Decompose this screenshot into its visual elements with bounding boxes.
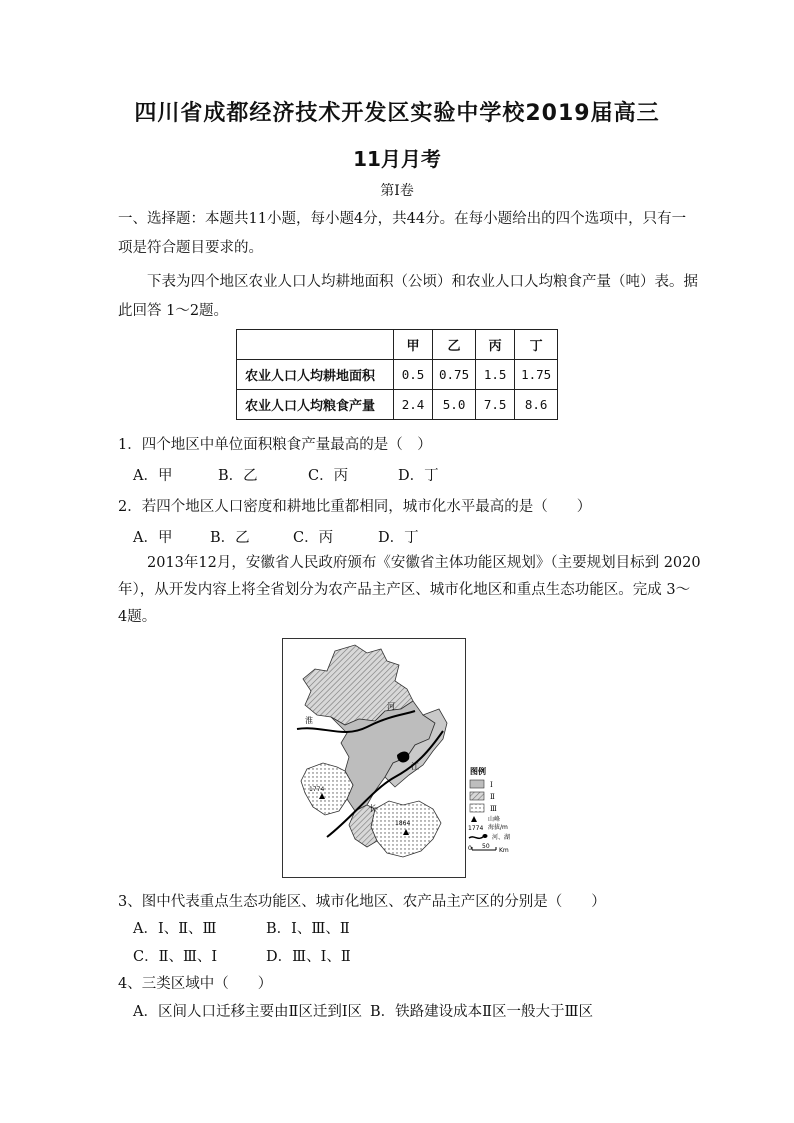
river-label-he: 河 — [387, 702, 395, 711]
legend-water-label: 河、湖 — [492, 834, 511, 841]
q3-option-a: A．Ⅰ、Ⅱ、Ⅲ — [133, 921, 217, 937]
intro2-line2: 年），从开发内容上将全省划分为农产品主产区、城市化地区和重点生态功能区。完成 3～ — [118, 582, 691, 598]
table-header: 丁 — [515, 330, 558, 360]
legend-lake-icon — [483, 834, 488, 838]
q2-option-b: B．乙 — [210, 530, 250, 546]
q3-option-c: C．Ⅱ、Ⅲ、Ⅰ — [133, 949, 218, 965]
scale-value: 50 — [482, 843, 490, 850]
river-label-huai: 淮 — [305, 716, 313, 725]
anhui-map — [283, 639, 465, 877]
table-cell: 5.0 — [433, 390, 476, 420]
legend-label-iii: Ⅲ — [490, 805, 497, 813]
intro2-line1: 2013年12月，安徽省人民政府颁布《安徽省主体功能区规划》（主要规划目标到 2020 — [147, 555, 701, 571]
scale-unit: Km — [499, 847, 509, 854]
legend-peak-num: 1774 — [468, 825, 484, 832]
river-label-jiang: 江 — [411, 762, 419, 771]
legend-swatch-iii — [470, 804, 484, 812]
q2-option-c: C．丙 — [293, 530, 334, 546]
river-label-chang: 长 — [369, 804, 377, 813]
table-row — [237, 390, 558, 420]
q1-option-b: B．乙 — [218, 468, 258, 484]
q4-option-b: B．铁路建设成本Ⅱ区一般大于Ⅲ区 — [370, 1004, 593, 1020]
q1-option-c: C．丙 — [308, 468, 349, 484]
table-corner-cell — [237, 330, 394, 360]
table-header: 乙 — [433, 330, 476, 360]
table-header: 丙 — [476, 330, 515, 360]
instructions-line2: 项是符合题目要求的。 — [118, 240, 263, 256]
legend-peak-label: 山峰 — [488, 816, 501, 823]
peak-label: 1774 — [309, 786, 325, 793]
table-cell: 1.75 — [515, 360, 558, 390]
legend-altitude-label: 海拔/m — [488, 824, 508, 831]
table-cell: 7.5 — [476, 390, 515, 420]
row-label: 农业人口人均耕地面积 — [237, 360, 394, 390]
anhui-map-figure — [282, 638, 466, 878]
legend-graphic — [466, 766, 536, 866]
map-legend — [466, 766, 536, 868]
q2-stem: 2．若四个地区人口密度和耕地比重都相同，城市化水平最高的是（ ） — [118, 499, 592, 515]
data-table — [236, 329, 558, 420]
table-header: 甲 — [394, 330, 433, 360]
section-label: 第Ⅰ卷 — [380, 183, 414, 199]
table-row — [237, 360, 558, 390]
table-cell: 8.6 — [515, 390, 558, 420]
legend-label-ii: Ⅱ — [490, 793, 495, 801]
scale-zero: 0 — [468, 845, 472, 852]
q3-option-d: D．Ⅲ、Ⅰ、Ⅱ — [266, 949, 351, 965]
q4-option-a: A．区间人口迁移主要由Ⅱ区迁到Ⅰ区 — [133, 1004, 363, 1020]
table-cell: 0.5 — [394, 360, 433, 390]
exam-title: 四川省成都经济技术开发区实验中学校2019届高三 — [134, 101, 660, 126]
row-label: 农业人口人均粮食产量 — [237, 390, 394, 420]
instructions-line1: 一、选择题：本题共11小题，每小题4分，共44分。在每小题给出的四个选项中，只有一 — [118, 211, 687, 227]
q1-stem: 1．四个地区中单位面积粮食产量最高的是（ ） — [118, 437, 432, 453]
table-cell: 1.5 — [476, 360, 515, 390]
legend-peak-icon — [471, 816, 477, 822]
intro2-line3: 4题。 — [118, 609, 157, 625]
legend-swatch-i — [470, 780, 484, 788]
intro1-line2: 此回答 1～2题。 — [118, 303, 229, 319]
table-cell: 2.4 — [394, 390, 433, 420]
q1-option-d: D．丁 — [398, 468, 439, 484]
legend-label-i: Ⅰ — [490, 781, 493, 789]
table-header-row — [237, 330, 558, 360]
q3-stem: 3、图中代表重点生态功能区、城市化地区、农产品主产区的分别是（ ） — [118, 894, 606, 910]
q2-option-d: D．丁 — [378, 530, 419, 546]
q4-stem: 4、三类区域中（ ） — [118, 976, 273, 992]
legend-water-icon — [469, 836, 484, 838]
legend-swatch-ii — [470, 792, 484, 800]
table-cell: 0.75 — [433, 360, 476, 390]
q3-option-b: B．Ⅰ、Ⅲ、Ⅱ — [266, 921, 350, 937]
legend-title: 图例 — [470, 767, 486, 776]
q2-option-a: A．甲 — [133, 530, 173, 546]
intro1-line1: 下表为四个地区农业人口人均耕地面积（公顷）和农业人口人均粮食产量（吨）表。据 — [147, 274, 698, 290]
exam-subtitle: 11月月考 — [353, 147, 441, 171]
q1-option-a: A．甲 — [133, 468, 173, 484]
peak-label: 1864 — [395, 820, 411, 827]
